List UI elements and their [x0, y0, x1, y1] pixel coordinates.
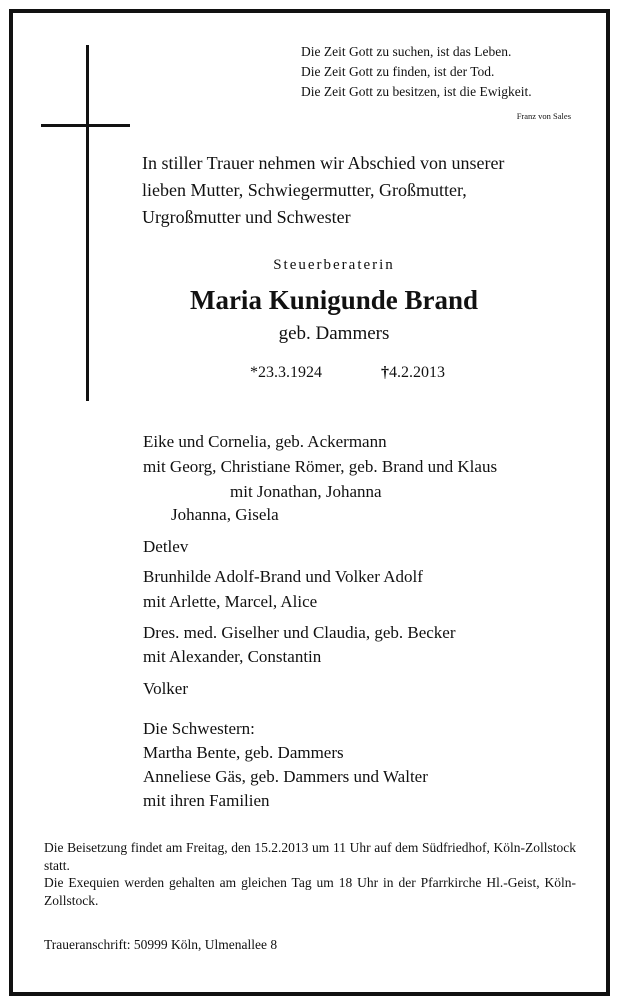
mourner-line: mit Jonathan, Johanna	[230, 482, 382, 501]
cross-icon	[86, 45, 89, 401]
mourner-line: Brunhilde Adolf-Brand und Volker Adolf	[143, 567, 423, 586]
death-date: 4.2.2013	[389, 364, 445, 381]
funeral-notice	[44, 839, 576, 909]
birth-date: *23.3.1924	[250, 364, 322, 381]
mourning-address: Traueranschrift: 50999 Köln, Ulmenallee 8	[44, 937, 278, 952]
funeral-notice-paragraph: Die Beisetzung findet am Freitag, den 15.2.2013 um 11 Uhr auf dem Südfriedhof, Köln-Zollstock statt.	[44, 840, 576, 873]
death-date-line	[381, 364, 445, 382]
maiden-name: geb. Dammers	[278, 323, 390, 344]
intro-line: In stiller Trauer nehmen wir Abschied von unserer	[142, 153, 505, 173]
mourner-line: mit Georg, Christiane Römer, geb. Brand und Klaus	[143, 457, 498, 476]
mourner-line: Johanna, Gisela	[171, 505, 279, 524]
quote-line: Die Zeit Gott zu finden, ist der Tod.	[301, 64, 495, 79]
deceased-name: Maria Kunigunde Brand	[189, 285, 479, 315]
intro-text	[142, 150, 504, 231]
mourner-line: Eike und Cornelia, geb. Ackermann	[143, 432, 387, 451]
mourner-line: Detlev	[143, 537, 189, 556]
mourner-line: mit Arlette, Marcel, Alice	[143, 592, 318, 611]
quote-line: Die Zeit Gott zu besitzen, ist die Ewigkeit.	[301, 84, 532, 99]
cross-icon-bar	[41, 124, 130, 127]
mourner-line: Martha Bente, geb. Dammers	[143, 743, 344, 762]
mourner-line: mit ihren Familien	[143, 791, 270, 810]
mourner-line: Die Schwestern:	[143, 719, 255, 738]
funeral-notice-paragraph: Die Exequien werden gehalten am gleichen Tag um 18 Uhr in der Pfarrkirche Hl.-Geist, Köln-Zollstock.	[44, 875, 576, 908]
dagger-icon: †	[381, 364, 389, 381]
quote	[301, 42, 532, 102]
quote-author: Franz von Sales	[516, 111, 571, 121]
mourner-line: Dres. med. Giselher und Claudia, geb. Becker	[143, 623, 456, 642]
mourner-line: mit Alexander, Constantin	[143, 647, 322, 666]
intro-line: lieben Mutter, Schwiegermutter, Großmutter,	[142, 180, 467, 200]
intro-line: Urgroßmutter und Schwester	[142, 207, 351, 227]
mourner-line: Volker	[143, 679, 189, 698]
mourner-line: Anneliese Gäs, geb. Dammers und Walter	[143, 767, 428, 786]
quote-line: Die Zeit Gott zu suchen, ist das Leben.	[301, 44, 512, 59]
profession: Steuerberaterin	[273, 257, 395, 273]
